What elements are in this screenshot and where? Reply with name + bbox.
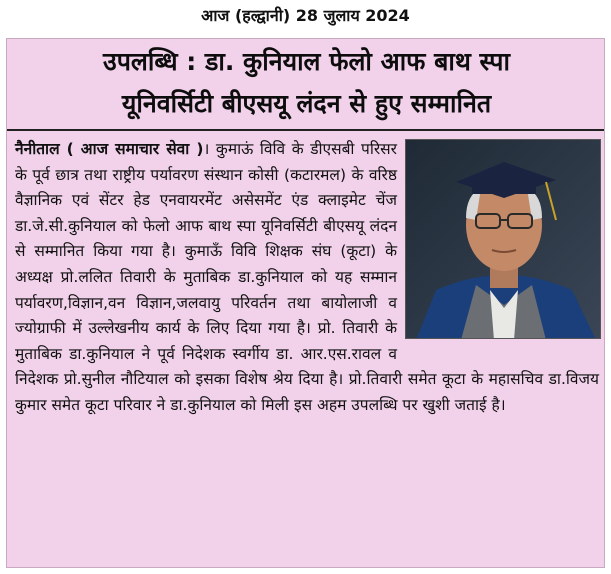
article-dateline: नैनीताल ( आज समाचार सेवा ): [15, 140, 204, 158]
headline-line-2: यूनिवर्सिटी बीएसयू लंदन से हुए सम्मानित: [121, 89, 492, 118]
article-text: । कुमाऊं विवि के डीएसबी परिसर के पूर्व छात्र तथा राष्ट्रीय पर्यावरण संस्थान कोसी (कटारमल) के वरिष्ठ वैज्ञानिक एवं सेंटर हेड एनवायरमेंट असेसमेंट एंड क्लाइमेट चेंज डा.जे.सी.कुनियाल को फेलो आफ बाथ स्पा यूनिवर्सिटी बीएसयू लंदन से सम्मानित किया गया है। कुमाऊँ विवि शिक्षक संघ (कूटा) के अध्यक्ष प्रो.ललित तिवारी के मुताबिक डा.कुनियाल को यह सम्मान पर्यावरण,विज्ञान,वन विज्ञान,जलवायु परिवर्तन तथा बायोलाजी व ज्योग्राफी में उल्लेखनीय कार्य के लिए दिया गया है। प्रो. तिवारी के मुताबिक डा.कुनियाल ने पूर्व निदेशक स्वर्गीय डा. आर.एस.रावल व निदेशक प्रो.सुनील नौटियाल को इसका विशेष श्रेय दिया है। प्रो.तिवारी समेत कूटा के महासचिव डा.विजय कुमार समेत कूटा परिवार ने डा.कुनियाल को मिली इस अहम उपलब्धि पर खुशी जताई है।: [15, 140, 599, 414]
headline-line-1: उपलब्धि : डा. कुनियाल फेलो आफ बाथ स्पा: [103, 47, 510, 76]
headline-rule: [7, 129, 605, 131]
portrait-image: [406, 140, 601, 339]
newspaper-source-date: आज (हल्द्वानी) 28 जुलाय 2024: [201, 6, 410, 25]
news-clipping: [6, 38, 605, 568]
portrait-photo: [405, 139, 601, 339]
